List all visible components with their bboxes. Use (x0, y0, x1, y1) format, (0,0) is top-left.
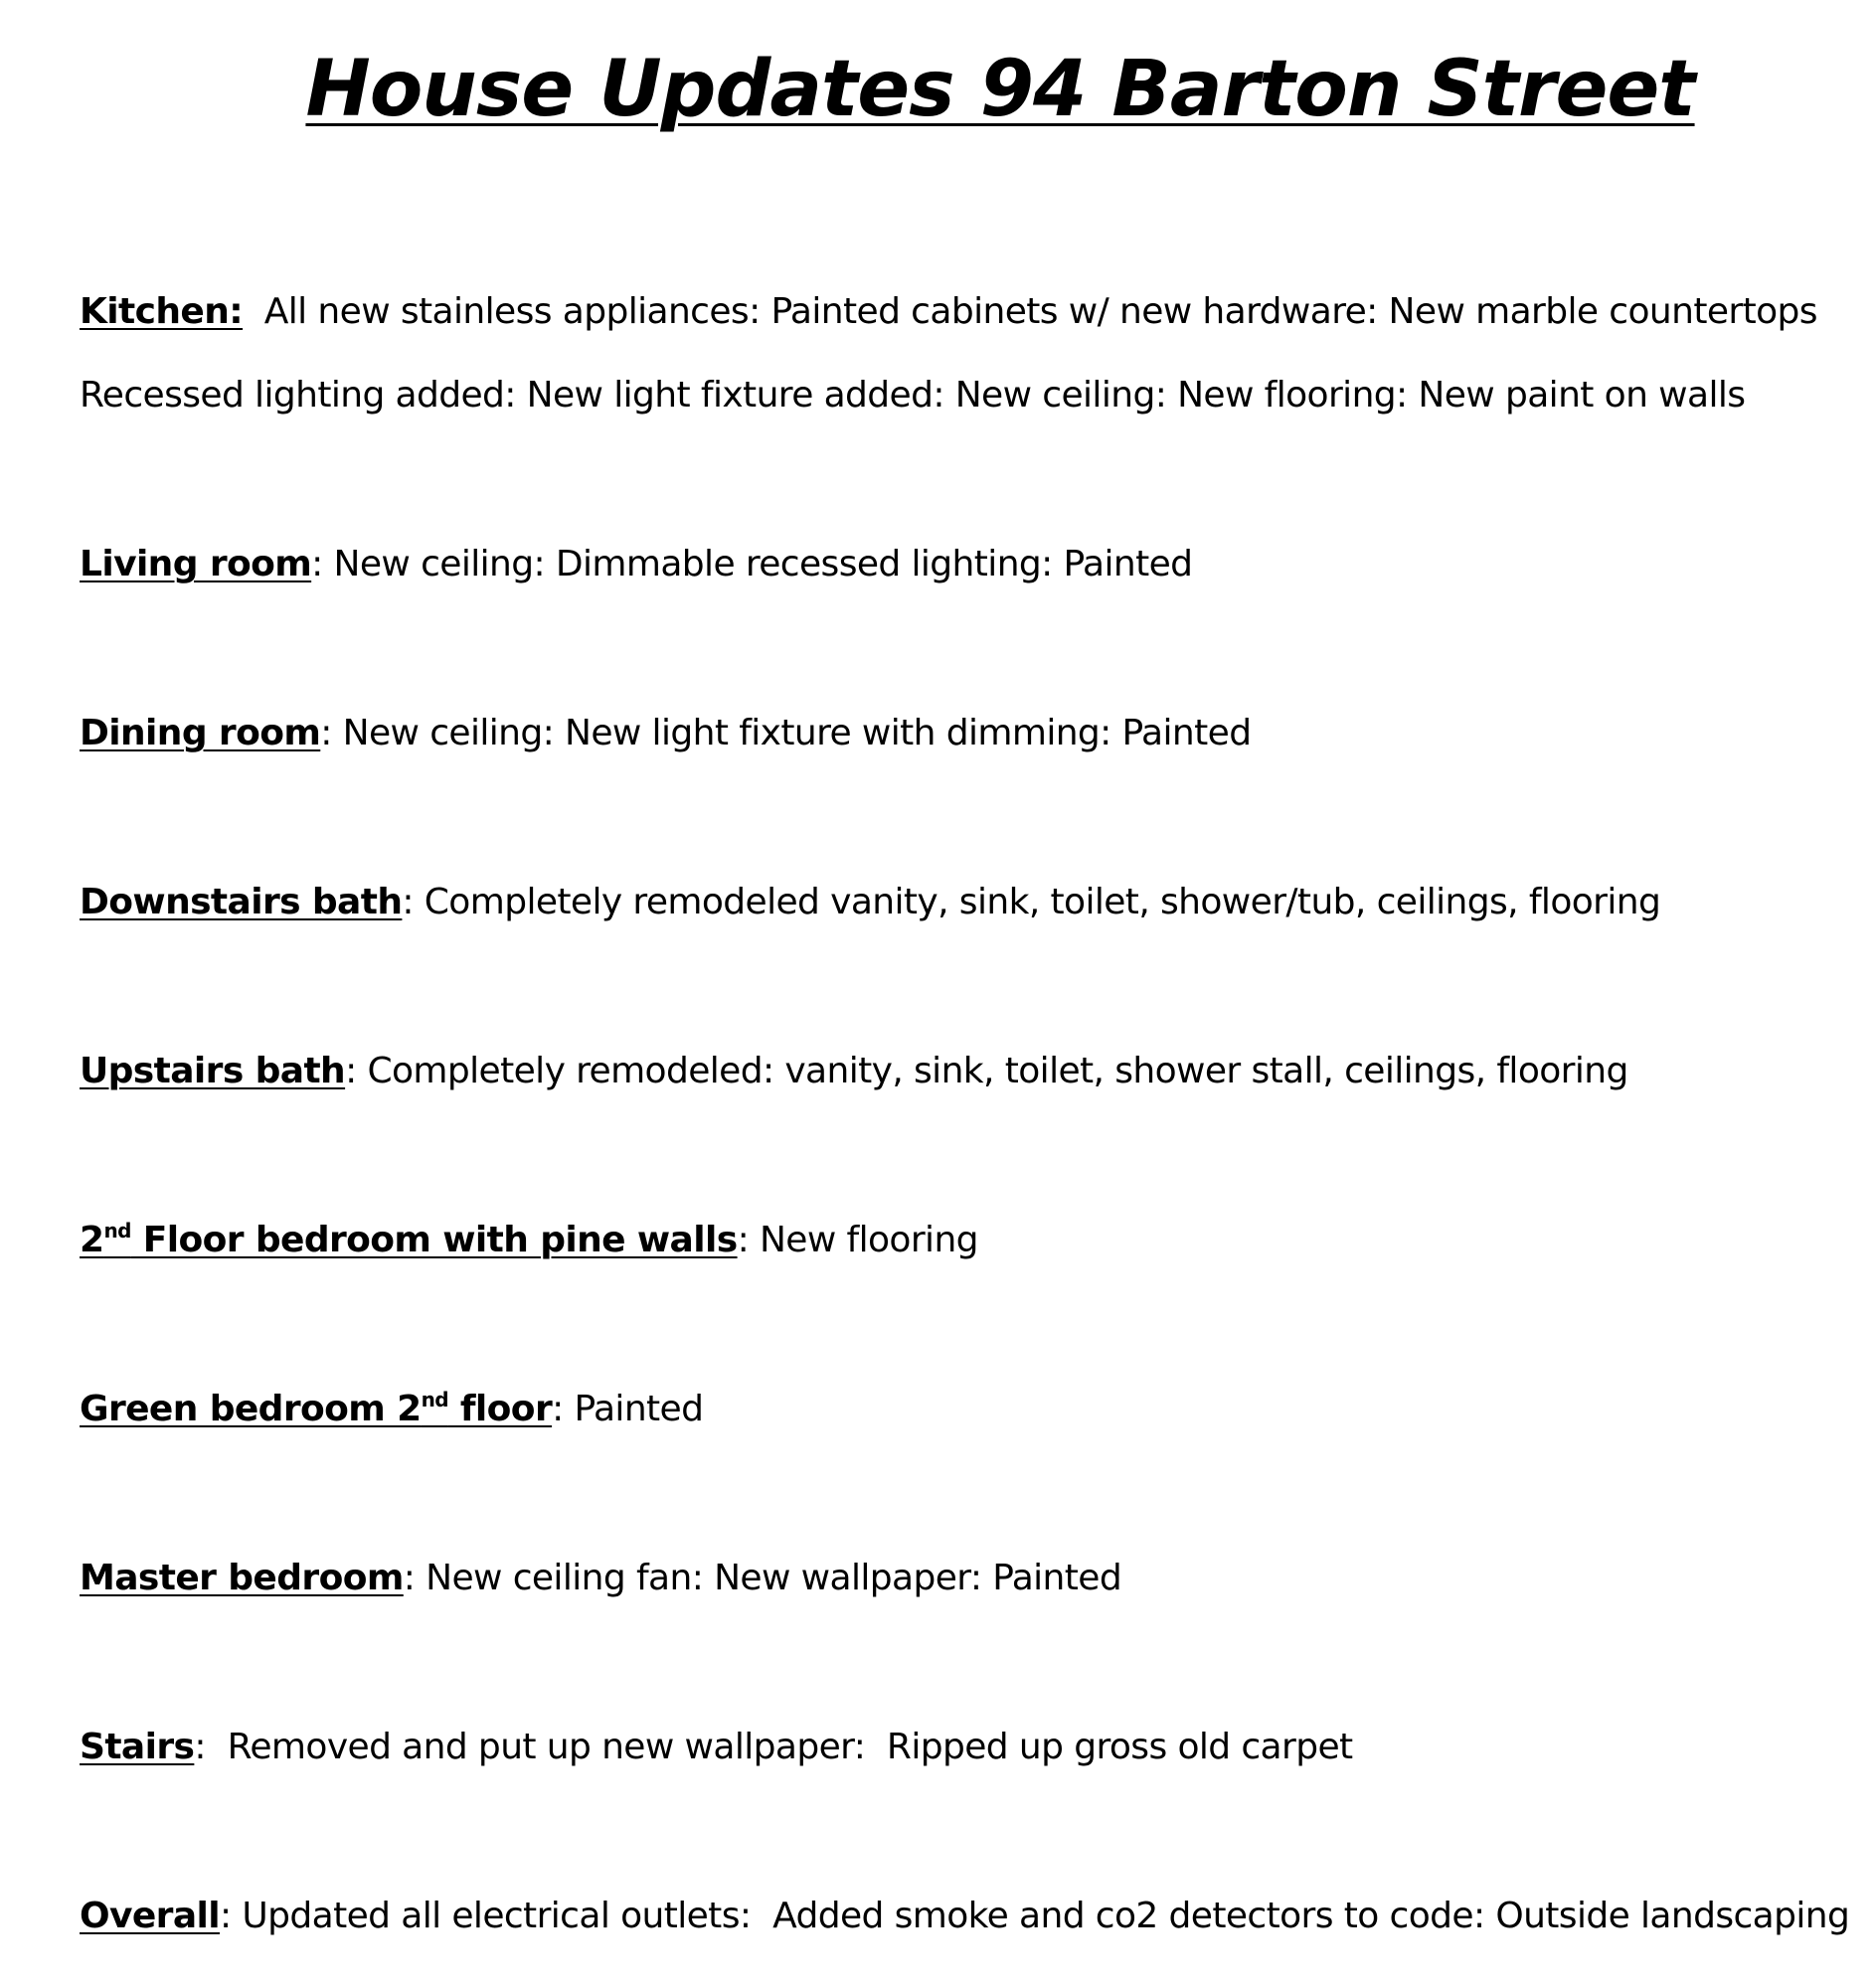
section-label-colon: : (403, 1558, 416, 1598)
section-label: Living room (80, 544, 312, 584)
section-label-colon: : (737, 1220, 750, 1260)
section-label (80, 1389, 552, 1429)
section-label-colon: : (220, 1896, 232, 1936)
label-part: 2 (80, 1220, 104, 1260)
section-text: New ceiling: Dimmable recessed lighting: Painted (333, 544, 1193, 584)
section-text: Completely remodeled vanity, sink, toilet, shower/tub, ceilings, flooring (424, 882, 1661, 922)
section-text: Painted (574, 1389, 704, 1429)
section-2nd-floor-bedroom-pine (80, 1219, 1845, 1261)
section-kitchen (80, 290, 1845, 333)
section-label-colon: : (320, 713, 332, 753)
section-text: Updated all electrical outlets: Added smoke and co2 detectors to code: Outside landscaping (242, 1896, 1850, 1936)
section-text: All new stainless appliances: Painted cabinets w/ new hardware: New marble countertops (263, 291, 1817, 332)
section-text: Removed and put up new wallpaper: Ripped up gross old carpet (216, 1727, 1353, 1767)
section-stairs (80, 1726, 1845, 1768)
section-overall (80, 1895, 1850, 1937)
section-upstairs-bath (80, 1050, 1845, 1092)
section-label: Stairs (80, 1727, 195, 1767)
label-part: Green bedroom 2 (80, 1389, 422, 1429)
section-label: Master bedroom (80, 1558, 404, 1598)
section-text: New ceiling fan: New wallpaper: Painted (426, 1558, 1122, 1598)
document-title (0, 45, 1875, 134)
document-title-text: House Updates 94 Barton Street (305, 45, 1695, 134)
section-downstairs-bath (80, 881, 1845, 923)
section-label-colon: : (345, 1051, 357, 1091)
section-dining-room (80, 712, 1845, 754)
section-text: New flooring (759, 1220, 978, 1260)
label-superscript: nd (103, 1219, 131, 1242)
section-text: New ceiling: New light fixture with dimming: Painted (342, 713, 1252, 753)
section-master-bedroom (80, 1557, 1845, 1599)
label-superscript: nd (421, 1388, 448, 1411)
section-living-room (80, 543, 1845, 585)
label-part: floor (447, 1389, 553, 1429)
section-label (80, 1220, 738, 1260)
section-text: Recessed lighting added: New light fixture added: New ceiling: New flooring: New paint on walls (80, 375, 1746, 415)
section-label: Overall (80, 1896, 221, 1936)
label-part: Floor bedroom with pine walls (130, 1220, 738, 1260)
section-text: Completely remodeled: vanity, sink, toilet, shower stall, ceilings, flooring (367, 1051, 1628, 1091)
section-kitchen-line-2 (80, 374, 1845, 416)
section-label-colon: : (311, 544, 323, 584)
section-label-colon: : (552, 1389, 564, 1429)
section-label: Upstairs bath (80, 1051, 346, 1091)
section-label-colon: : (402, 882, 414, 922)
section-label: Dining room (80, 713, 321, 753)
section-label-colon: : (194, 1727, 206, 1767)
section-label: Kitchen: (80, 291, 244, 332)
section-label: Downstairs bath (80, 882, 403, 922)
section-green-bedroom (80, 1388, 1845, 1430)
